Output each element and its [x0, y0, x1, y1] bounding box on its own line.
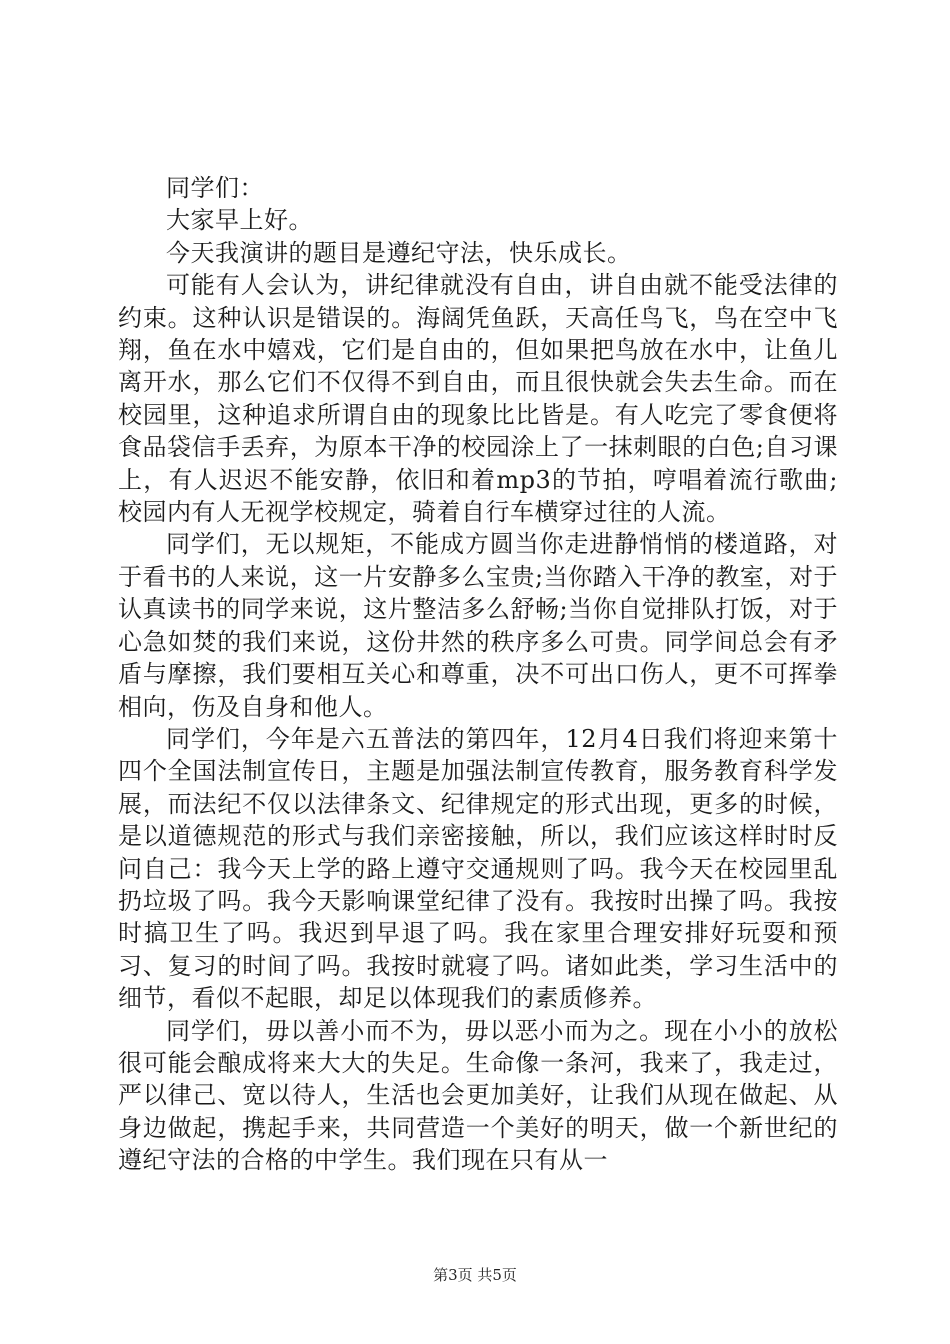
- paragraph: 同学们，毋以善小而不为，毋以恶小而为之。现在小小的放松很可能会酿成将来大大的失足。生命像一条河，我来了，我走过，严以律己、宽以待人，生活也会更加美好，让我们从现在做起、从身边做起，携起手来，共同营造一个美好的明天，做一个新世纪的遵纪守法的合格的中学生。我们现在只有从一: [118, 1016, 838, 1175]
- paragraph: 同学们，今年是六五普法的第四年，12月4日我们将迎来第十四个全国法制宣传日，主题是加强法制宣传教育，服务教育科学发展，而法纪不仅以法律条文、纪律规定的形式出现，更多的时候，是以道德规范的形式与我们亲密接触，所以，我们应该这样时时反问自己：我今天上学的路上遵守交通规则了吗。我今天在校园里乱扔垃圾了吗。我今天影响课堂纪律了没有。我按时出操了吗。我按时搞卫生了吗。我迟到早退了吗。我在家里合理安排好玩耍和预习、复习的时间了吗。我按时就寝了吗。诸如此类，学习生活中的细节，看似不起眼，却足以体现我们的素质修养。: [118, 724, 838, 1013]
- page-footer: 第3页 共5页: [433, 1266, 517, 1284]
- paragraph: 同学们，无以规矩，不能成方圆当你走进静悄悄的楼道路，对于看书的人来说，这一片安静多么宝贵;当你踏入干净的教室，对于认真读书的同学来说，这片整洁多么舒畅;当你自觉排队打饭，对于心急如焚的我们来说，这份井然的秩序多么可贵。同学间总会有矛盾与摩擦，我们要相互关心和尊重，决不可出口伤人，更不可挥拳相向，伤及自身和他人。: [118, 530, 838, 721]
- document-body: [118, 172, 838, 1177]
- speech-topic: 今天我演讲的题目是遵纪守法，快乐成长。: [166, 238, 632, 267]
- paragraph: 可能有人会认为，讲纪律就没有自由，讲自由就不能受法律的约束。这种认识是错误的。海阔凭鱼跃，天高任鸟飞，鸟在空中飞翔，鱼在水中嬉戏，它们是自由的，但如果把鸟放在水中，让鱼儿离开水，那么它们不仅得不到自由，而且很快就会失去生命。而在校园里，这种追求所谓自由的现象比比皆是。有人吃完了零食便将食品袋信手丢弃，为原本干净的校园涂上了一抹刺眼的白色;自习课上，有人迟迟不能安静，依旧和着mp3的节拍，哼唱着流行歌曲;校园内有人无视学校规定，骑着自行车横穿过往的人流。: [118, 271, 838, 527]
- salutation: 同学们：: [166, 174, 264, 202]
- greeting: 大家早上好。: [166, 206, 313, 235]
